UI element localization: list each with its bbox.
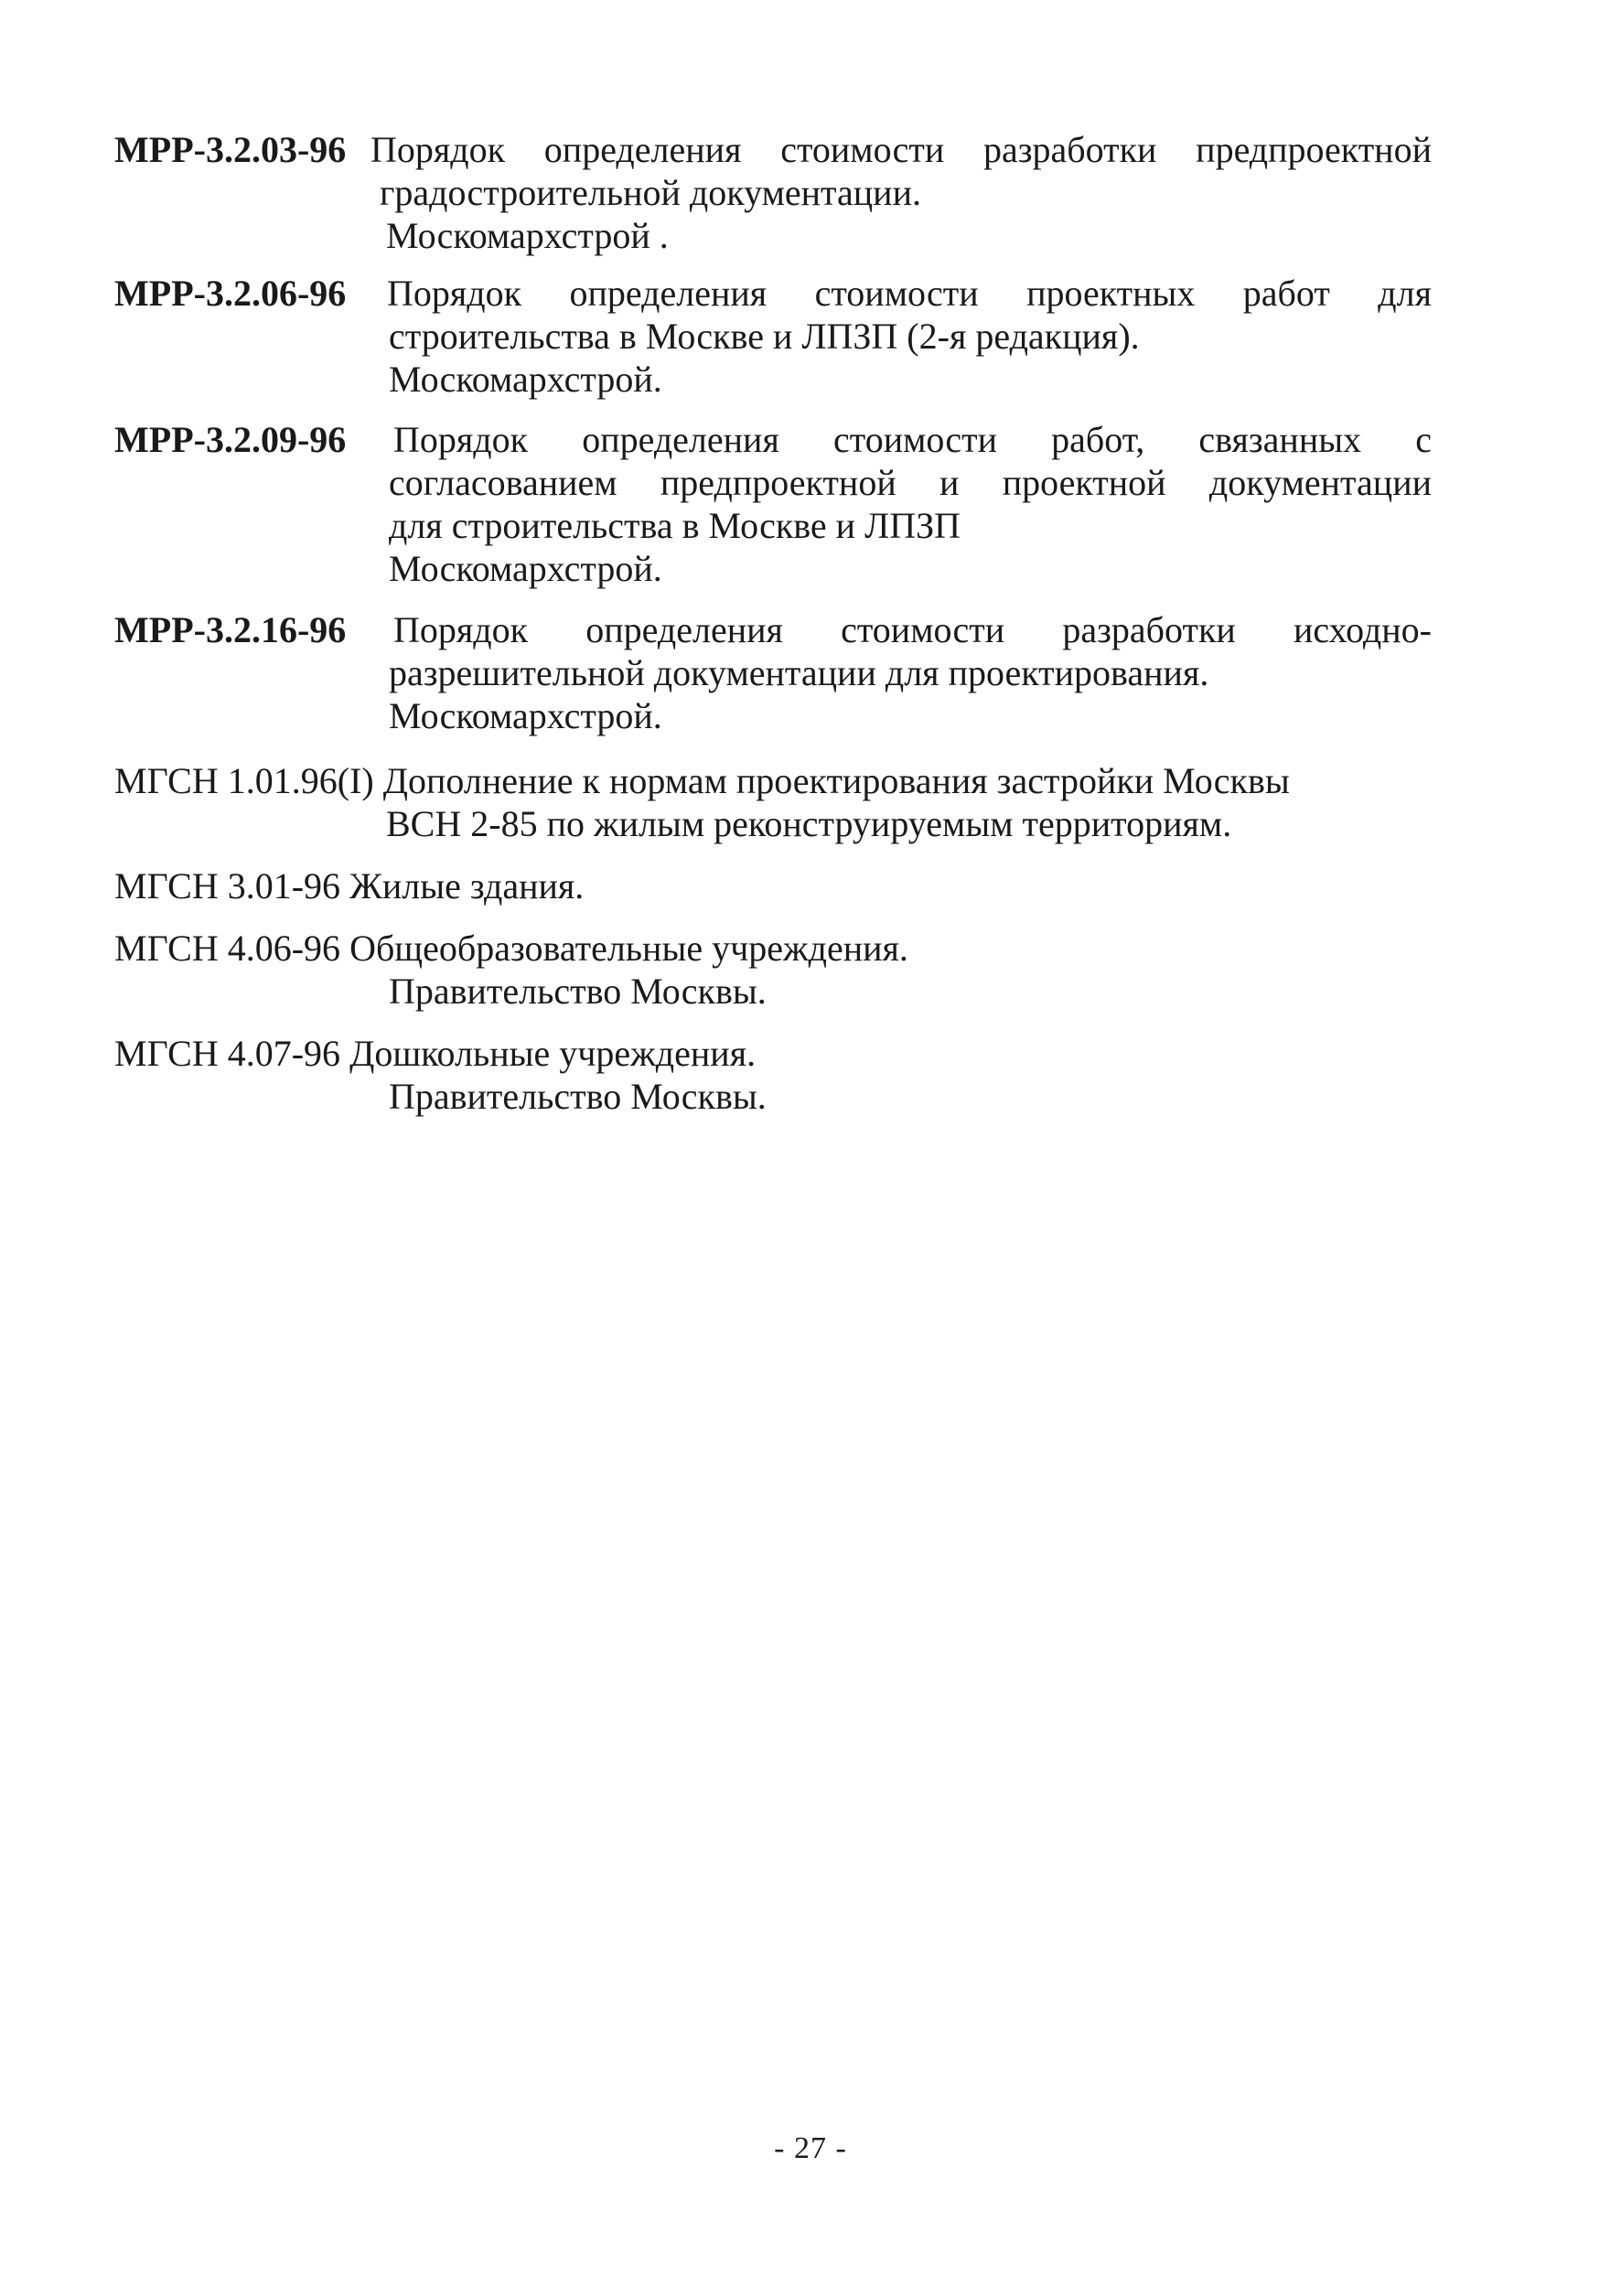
entry-code: МРР-3.2.09-96 — [114, 419, 347, 460]
entry-code: МРР-3.2.03-96 — [114, 129, 347, 170]
reference-entry — [114, 927, 1432, 1013]
entry-organization: Москомархстрой . — [386, 215, 669, 256]
reference-entry — [114, 864, 1432, 907]
reference-entry — [114, 608, 1432, 737]
entry-title-line: строительства в Москве и ЛПЗП (2-я редакция). — [389, 316, 1140, 357]
entry-code: МГСН 4.07-96 — [114, 1033, 341, 1074]
entry-title-line: Порядок определения стоимости проектных работ для — [387, 273, 1432, 314]
reference-entry — [114, 418, 1432, 590]
entry-code: МРР-3.2.16-96 — [114, 609, 347, 650]
entry-title-line: градостроительной документации. — [380, 172, 921, 213]
entry-title-line: Порядок определения стоимости разработки исходно- — [393, 609, 1432, 650]
entry-title-line: Порядок определения стоимости разработки предпроектной — [370, 129, 1432, 170]
reference-entry — [114, 128, 1432, 257]
entry-organization: Москомархстрой. — [389, 695, 662, 736]
entry-title-line: Порядок определения стоимости работ, связанных с — [393, 419, 1432, 460]
entry-title-line: Жилые здания. — [349, 865, 585, 907]
reference-entry — [114, 1032, 1432, 1118]
entry-title-line: Дополнение к нормам проектирования застройки Москвы — [382, 760, 1290, 801]
reference-entry — [114, 759, 1432, 845]
entry-code: МГСН 3.01-96 — [114, 865, 341, 907]
entry-organization: Правительство Москвы. — [389, 1076, 767, 1117]
entry-title-line: согласованием предпроектной и проектной документации — [389, 462, 1432, 503]
entry-code: МГСН 4.06-96 — [114, 928, 341, 969]
page-number: - 27 - — [774, 2131, 847, 2165]
entry-organization: Правительство Москвы. — [389, 971, 767, 1012]
entry-title-line: Дошкольные учреждения. — [349, 1033, 757, 1074]
entry-title-line: Общеобразовательные учреждения. — [349, 928, 908, 969]
entry-title-line: ВСН 2-85 по жилым реконструируемым территориям. — [386, 803, 1232, 844]
entry-title-line: разрешительной документации для проектирования. — [389, 652, 1209, 693]
entry-code: МГСН 1.01.96(I) — [114, 760, 374, 801]
entry-organization: Москомархстрой. — [389, 359, 662, 400]
entry-code: МРР-3.2.06-96 — [114, 273, 347, 314]
entry-organization: Москомархстрой. — [389, 548, 662, 589]
reference-entry — [114, 272, 1432, 401]
entry-title-line: для строительства в Москве и ЛПЗП — [389, 505, 961, 546]
